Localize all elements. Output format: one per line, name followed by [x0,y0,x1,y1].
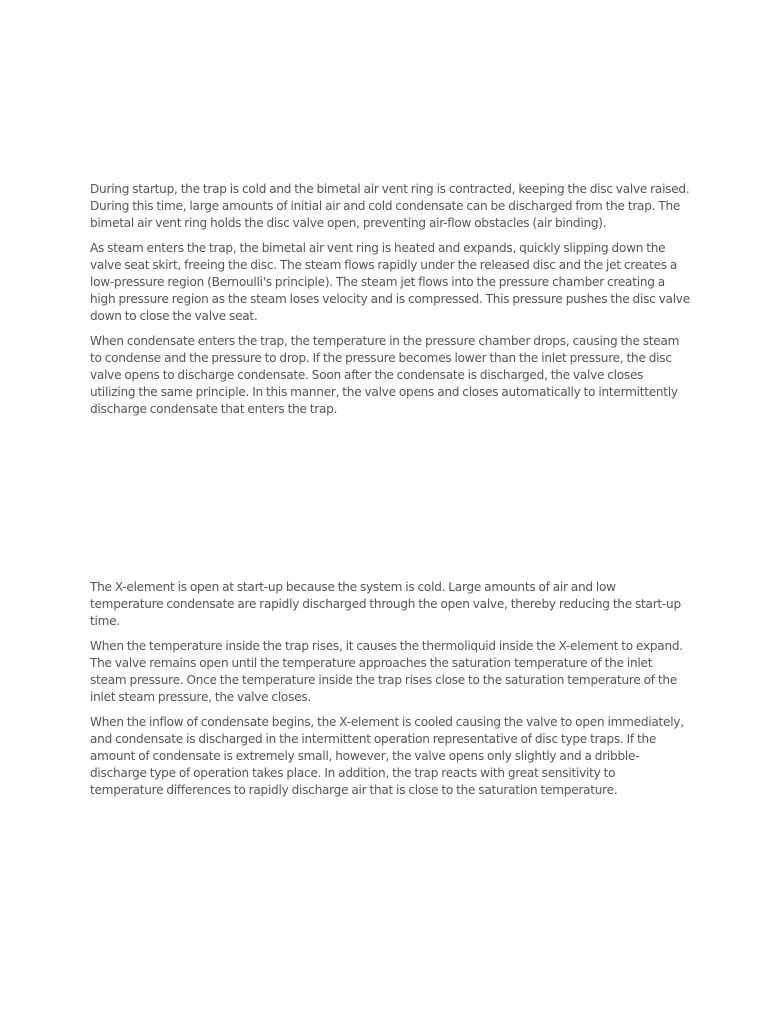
paragraph-x-element-startup: The X-element is open at start-up because the system is cold. Large amounts of air and low temperature condensate are rapidly discharged through the open valve, thereby reducing the start-up time. [90,580,681,628]
paragraph-condensate-enters: When condensate enters the trap, the temperature in the pressure chamber drops, causing the steam to condense and the pressure to drop. If the pressure becomes lower than the inlet pressure, the disc valve opens to discharge condensate. Soon after the condensate is discharged, the valve closes utilizing the same principle. In this manner, the valve opens and closes automatically to intermittently discharge condensate that enters the trap. [90,334,680,416]
x-element-section [90,579,690,807]
paragraph-steam-enters: As steam enters the trap, the bimetal air vent ring is heated and expands, quickly slipping down the valve seat skirt, freeing the disc. The steam flows rapidly under the released disc and the jet creates a low-pressure region (Bernoulli's principle). The steam jet flows into the pressure chamber creating a high pressure region as the steam loses velocity and is compressed. This pressure pushes the disc valve down to close the valve seat. [90,241,690,323]
disc-trap-section [90,181,690,426]
paragraph-temperature-rises: When the temperature inside the trap rises, it causes the thermoliquid inside the X-element to expand. The valve remains open until the temperature approaches the saturation temperature of the inlet steam pressure. Once the temperature inside the trap rises close to the saturation temperature of the inlet steam pressure, the valve closes. [90,639,683,704]
paragraph-startup: During startup, the trap is cold and the bimetal air vent ring is contracted, keeping the disc valve raised. During this time, large amounts of initial air and cold condensate can be discharged from the trap. The bimetal air vent ring holds the disc valve open, preventing air-flow obstacles (air binding). [90,182,690,230]
paragraph-inflow-begins: When the inflow of condensate begins, the X-element is cooled causing the valve to open immediately, and condensate is discharged in the intermittent operation representative of disc type traps. If the amount of condensate is extremely small, however, the valve opens only slightly and a dribble-discharge type of operation takes place. In addition, the trap reacts with great sensitivity to temperature differences to rapidly discharge air that is close to the saturation temperature. [90,715,684,797]
